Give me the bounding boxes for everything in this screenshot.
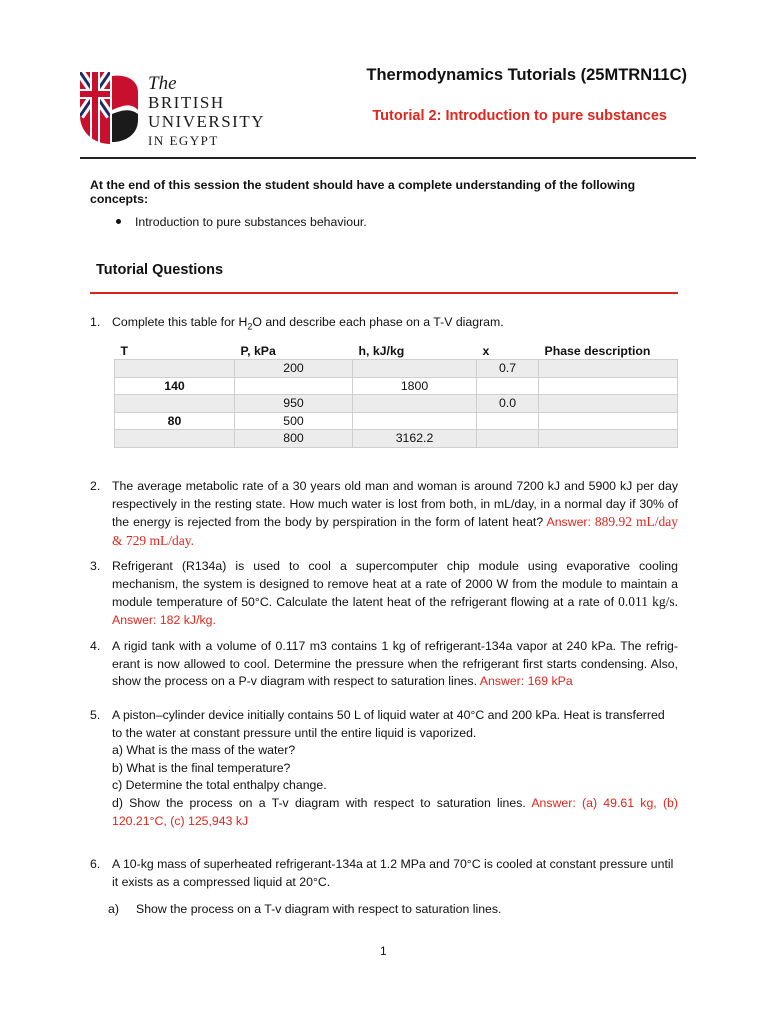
cell-phase [539,395,678,413]
cell-p: 200 [235,360,353,378]
cell-t [115,395,235,413]
question-text: Complete this table for H [112,315,248,329]
cell-p [235,377,353,395]
logo-line-in-egypt: IN EGYPT [148,133,219,148]
flow-rate: 0.011 kg/s. [618,594,678,610]
steam-properties-table [114,342,678,448]
cell-h [353,412,477,430]
cell-phase [539,360,678,378]
cell-t [115,360,235,378]
cell-t: 80 [115,412,235,430]
cell-p: 950 [235,395,353,413]
question-6 [90,856,678,891]
header-x: x [482,343,490,358]
university-logo-text [148,74,265,150]
question-6-part-a [108,902,501,916]
header-p: P, kPa [240,343,276,358]
cell-phase [539,412,678,430]
header-phase: Phase description [544,343,651,358]
question-number: 3. [90,559,101,573]
answer: Answer: 169 kPa [479,674,573,689]
question-5 [90,707,678,830]
logo-line-university: UNIVERSITY [148,112,265,131]
logo-line-the: The [148,73,177,94]
cell-h [353,360,477,378]
cell-p: 800 [235,430,353,448]
question-number: 1. [90,315,101,329]
part-text: Show the process on a T-v diagram with respect to saturation lines. [136,902,502,916]
cell-p: 500 [235,412,353,430]
cell-phase [539,377,678,395]
question-4 [90,638,678,691]
question-text-end: O and describe each phase on a T-V diagram. [252,315,504,329]
answer: Answer: (a) 49.61 kg, (b) 120.21°C, (c) 125,943 kJ [112,795,678,828]
table-row [115,360,678,378]
cell-h [353,395,477,413]
cell-x [477,430,539,448]
learning-objectives-intro: At the end of this session the student should have a complete understanding of the following concepts: [90,178,636,206]
table-row [115,412,678,430]
question-text: A rigid tank with a volume of 0.117 m3 contains 1 kg of refrigerant-134a vapor at 240 kPa. The refrig-erant is now allowed to cool. Determine the pressure when the refrigerant first starts condensing. Also, show the process on a P-v diagram with respect to saturation lines. [112,639,678,689]
question-3 [90,558,678,629]
section-title: Tutorial Questions [96,262,224,278]
cell-x: 0.7 [477,360,539,378]
subscript: 2 [247,321,253,332]
answer-label: Answer: [546,515,591,530]
header-h: h, kJ/kg [358,343,405,358]
objective-bullet [116,215,367,229]
cell-t: 140 [115,377,235,395]
cell-x: 0.0 [477,395,539,413]
question-part-c: c) Determine the total enthalpy change. [112,778,327,793]
cell-x [477,412,539,430]
question-part-a: a) What is the mass of the water? [112,743,296,758]
table-row [115,377,678,395]
question-number: 4. [90,639,101,653]
cell-h: 3162.2 [353,430,477,448]
part-label: a) [108,902,119,916]
bullet-dot-icon [116,219,121,224]
header-divider [80,157,696,159]
table-header-row [115,342,678,360]
union-flag-shield-icon [80,72,140,144]
section-divider [90,292,678,294]
cell-h: 1800 [353,377,477,395]
cell-x [477,377,539,395]
table-row [115,395,678,413]
answer: Answer: 182 kJ/kg. [112,612,216,627]
question-text: Refrigerant (R134a) is used to cool a supercomputer chip module using evaporative cooling mechanism, the system is designed to remove heat at a rate of 2000 W from the module to maintain a module temperature of 50°C. Calculate the latent heat of the refrigerant flowing at a rate of [112,559,678,610]
logo-line-british: BRITISH [148,93,225,112]
question-2 [90,478,678,550]
question-number: 5. [90,708,101,722]
question-text: A 10-kg mass of superheated refrigerant-134a at 1.2 MPa and 70°C is cooled at constant pressure until it exists as a compressed liquid at 20°C. [112,857,674,889]
header-t: T [120,343,129,358]
cell-t [115,430,235,448]
table-row [115,430,678,448]
cell-phase [539,430,678,448]
page-number: 1 [380,944,387,958]
question-text: A piston–cylinder device initially contains 50 L of liquid water at 40°C and 200 kPa. Heat is transferred to the water at constant pressure until the entire liquid is vaporized. [112,708,665,740]
university-logo-emblem [80,72,140,144]
question-number: 6. [90,857,101,871]
document-title: Thermodynamics Tutorials (25MTRN11C) [366,66,687,84]
question-part-b: b) What is the final temperature? [112,760,291,775]
answer-value: 889.92 mL/day & 729 mL/day. [112,514,678,548]
question-number: 2. [90,479,101,493]
question-1 [90,314,678,336]
tutorial-title: Tutorial 2: Introduction to pure substances [372,108,667,124]
question-part-d: d) Show the process on a T-v diagram with respect to saturation lines. [112,795,526,810]
question-text: The average metabolic rate of a 30 years old man and woman is around 7200 kJ and 5900 kJ per day respectively in the resting state. How much water is lost from both, in mL/day, in a normal day if 30% of the energy is rejected from the body by perspiration in the form of latent heat? [112,479,678,530]
objective-text: Introduction to pure substances behaviour. [135,215,367,229]
